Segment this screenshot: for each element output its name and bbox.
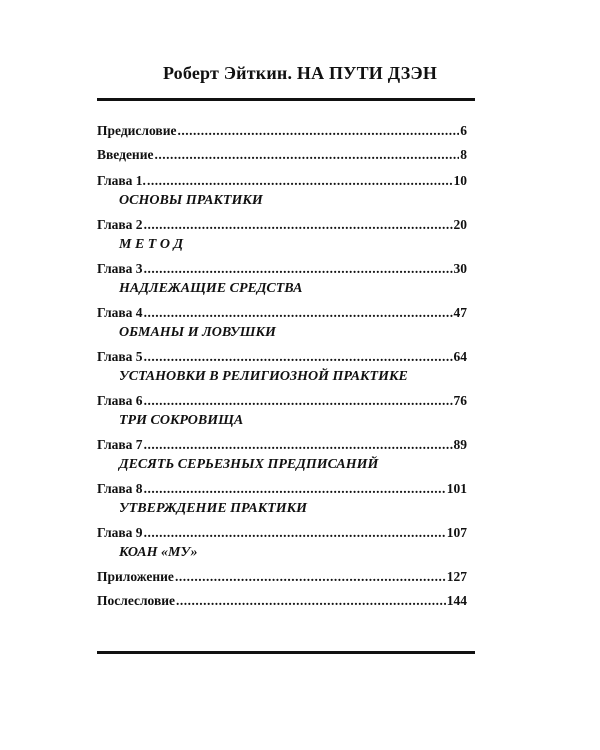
toc-entry-label: Глава 8 — [97, 481, 143, 496]
dot-leader — [175, 567, 446, 587]
toc-entry-label: Приложение — [97, 569, 174, 584]
toc-entry-page: 76 — [453, 393, 467, 408]
toc-entry-chapter — [97, 479, 467, 499]
toc-entry-page: 107 — [446, 525, 467, 540]
toc-entry-page: 64 — [453, 349, 467, 364]
chapter-title: УТВЕРЖДЕНИЕ ПРАКТИКИ — [119, 501, 308, 516]
toc-entry-chapter — [97, 303, 467, 323]
toc-entry-page: 8 — [460, 147, 467, 162]
toc-entry-label: Глава 1. — [97, 173, 146, 188]
chapter-title: УСТАНОВКИ В РЕЛИГИОЗНОЙ ПРАКТИКЕ — [119, 369, 408, 384]
dot-leader — [144, 391, 453, 411]
chapter-title: ТРИ СОКРОВИЩА — [119, 413, 244, 428]
toc-entry-label: Послесловие — [97, 593, 176, 608]
toc-entry-label: Глава 9 — [97, 525, 143, 540]
dot-leader — [147, 171, 453, 191]
toc-entry-page: 89 — [453, 437, 467, 452]
toc-entry-label: Введение — [97, 147, 154, 162]
toc-entry-label: Предисловие — [97, 123, 177, 138]
toc-entry-chapter — [97, 523, 467, 543]
toc-entry-afterword — [97, 591, 467, 611]
toc-entry-chapter — [97, 259, 467, 279]
dot-leader — [144, 435, 453, 455]
toc-entry-preface — [97, 121, 467, 141]
chapter-title: ДЕСЯТЬ СЕРЬЕЗНЫХ ПРЕДПИСАНИЙ — [119, 457, 379, 472]
toc-entry-chapter — [97, 391, 467, 411]
toc-entry-intro — [97, 145, 467, 165]
toc-entry-label: Глава 7 — [97, 437, 143, 452]
chapter-title: ОСНОВЫ ПРАКТИКИ — [119, 193, 263, 208]
chapter-title: КОАН «МУ» — [119, 545, 198, 560]
dot-leader — [144, 303, 453, 323]
toc-entry-page: 6 — [460, 123, 467, 138]
toc-entry-page: 47 — [453, 305, 467, 320]
toc-entry-label: Глава 3 — [97, 261, 143, 276]
toc-entry-label: Глава 5 — [97, 349, 143, 364]
dot-leader — [144, 479, 446, 499]
toc-entry-page: 127 — [446, 569, 467, 584]
dot-leader — [176, 591, 446, 611]
toc-entry-chapter — [97, 347, 467, 367]
toc-entry-label: Глава 6 — [97, 393, 143, 408]
dot-leader — [144, 215, 453, 235]
toc-entry-page: 20 — [453, 217, 467, 232]
page-title: Роберт Эйткин. НА ПУТИ ДЗЭН — [162, 63, 438, 83]
chapter-title: ОБМАНЫ И ЛОВУШКИ — [119, 325, 276, 340]
dot-leader — [154, 145, 459, 165]
toc-entry-chapter — [97, 171, 467, 191]
toc-entry-chapter — [97, 435, 467, 455]
toc-entry-label: Глава 2 — [97, 217, 143, 232]
toc-entry-page: 30 — [453, 261, 467, 276]
toc-entry-chapter — [97, 215, 467, 235]
toc-entry-label: Глава 4 — [97, 305, 143, 320]
dot-leader — [144, 259, 453, 279]
chapter-title: НАДЛЕЖАЩИЕ СРЕДСТВА — [119, 281, 303, 296]
toc-entry-page: 10 — [453, 173, 467, 188]
top-divider — [97, 98, 475, 101]
toc-entry-appendix — [97, 567, 467, 587]
bottom-divider — [97, 651, 475, 654]
chapter-title: М Е Т О Д — [119, 237, 184, 252]
table-of-contents — [97, 121, 467, 611]
dot-leader — [144, 523, 446, 543]
toc-entry-page: 101 — [446, 481, 467, 496]
dot-leader — [177, 121, 459, 141]
toc-entry-page: 144 — [446, 593, 467, 608]
dot-leader — [144, 347, 453, 367]
